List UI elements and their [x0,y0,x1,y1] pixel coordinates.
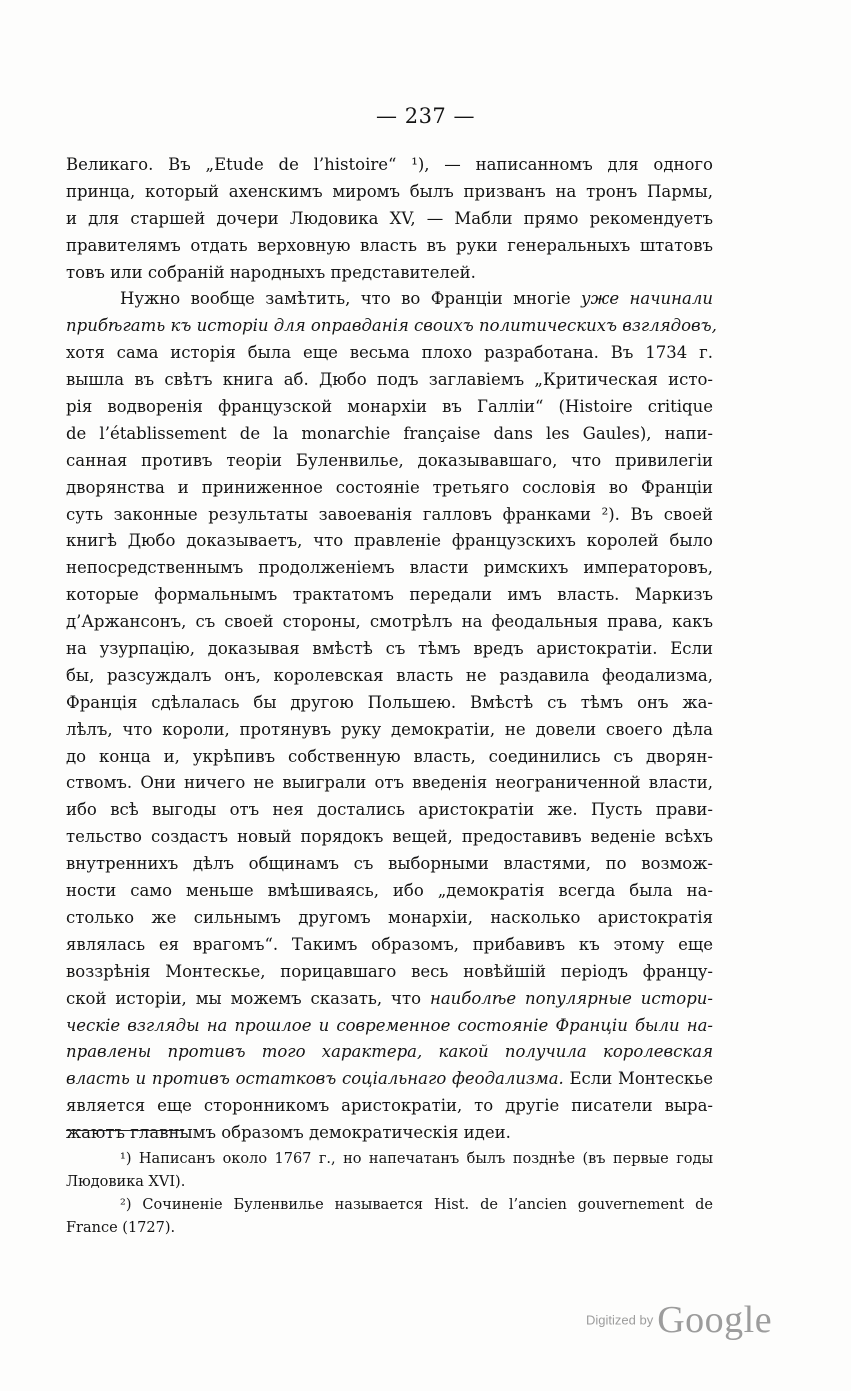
text-segment: ской исторіи, мы можемъ сказать, что [66,988,430,1008]
text-segment: суть законные результаты завоеванія галловъ франками ²). Въ своей [66,504,713,524]
text-segment: дворянства и приниженное состояніе третьяго сословія во Франціи [66,477,713,497]
text-line [66,367,713,394]
text-segment: книгѣ Дюбо доказываетъ, что правленіе французскихъ королей было [66,531,713,551]
text-line [66,1066,713,1093]
text-segment: столько же сильнымъ другомъ монархіи, насколько аристократія [66,907,713,927]
text-line [66,152,713,179]
italic-text-segment: правлены противъ того характера, какой получила королевская [66,1042,713,1062]
text-line [66,1093,713,1120]
text-segment: жаютъ главнымъ образомъ демократическія идеи. [66,1123,511,1143]
text-segment: хотя сама исторія была еще весьма плохо разработана. Въ 1734 г. [66,343,713,363]
text-segment: на узурпацію, доказывая вмѣстѣ съ тѣмъ вредъ аристократіи. Если [66,639,713,659]
text-line [66,905,713,932]
text-segment: принца, который ахенскимъ миромъ былъ призванъ на тронъ Пармы, [66,181,713,201]
text-line [66,206,713,233]
text-line [66,1013,713,1040]
text-line [66,528,713,555]
text-segment: ствомъ. Они ничего не выиграли отъ введенія неограниченной власти, [66,773,713,793]
text-line [66,260,713,287]
text-segment: воззрѣнія Монтескье, порицавшаго весь новѣйшій періодъ францу- [66,961,713,981]
text-line [66,770,713,797]
text-line [66,878,713,905]
text-line [66,717,713,744]
text-segment: непосредственнымъ продолженіемъ власти римскихъ императоровъ, [66,558,713,578]
italic-text-segment: уже начинали [581,289,713,309]
text-segment: лѣлъ, что короли, протянувъ руку демократіи, не довели своего дѣла [66,719,713,739]
footnote-line: Людовика XVI). [66,1174,186,1190]
text-segment: тельство создастъ новый порядокъ вещей, предоставивъ веденіе всѣхъ [66,827,713,847]
text-line [66,448,713,475]
text-line [66,609,713,636]
text-line [66,744,713,771]
text-segment: рія водворенія французской монархіи въ Галліи“ (Histoire critique [66,397,713,417]
italic-text-segment: наиболѣе популярные истори- [429,988,713,1008]
text-line [66,636,713,663]
text-line [66,690,713,717]
text-line [66,851,713,878]
text-segment: Франція сдѣлалась бы другою Польшею. Вмѣстѣ съ тѣмъ онъ жа- [66,692,713,712]
text-segment: которые формальнымъ трактатомъ передали имъ власть. Маркизъ [66,585,713,605]
footnote-line: ¹) Написанъ около 1767 г., но напечатанъ былъ позднѣе (въ первые годы [120,1151,713,1167]
footnotes [66,1148,713,1240]
italic-text-segment: власть и противъ остатковъ соціальнаго феодализма. [66,1069,564,1089]
footnote-line: ²) Сочиненіе Буленвилье называется Hist. de l’ancien gouvernement de [120,1197,713,1213]
text-line [66,959,713,986]
text-line [66,932,713,959]
text-segment: вышла въ свѣтъ книга аб. Дюбо подъ заглавіемъ „Критическая исто- [66,370,713,390]
watermark-prefix: Digitized by [586,1312,654,1328]
text-segment: д’Аржансонъ, съ своей стороны, смотрѣлъ на феодальныя права, какъ [66,612,713,632]
text-segment: Великаго. Въ „Etude de l’histoire“ ¹), — написанномъ для одного [66,155,713,174]
text-segment: внутреннихъ дѣлъ общинамъ съ выборными властями, по возмож- [66,854,713,874]
text-segment: санная противъ теоріи Буленвилье, доказывавшаго, что привилегіи [66,450,713,470]
body-text [66,152,717,1147]
text-line [66,797,713,824]
text-segment: бы, разсуждалъ онъ, королевская власть не раздавила феодализма, [66,665,713,685]
text-line [66,421,713,448]
text-line [66,475,713,502]
italic-text-segment: ческіе взгляды на прошлое и современное состояніе Франціи были на- [66,1015,713,1035]
text-segment: Если Монтескье [563,1069,713,1089]
text-line [66,313,717,340]
text-line [66,824,713,851]
text-line [66,286,713,313]
text-line [66,582,713,609]
text-line [66,179,713,206]
digitized-by-google-watermark [586,1298,772,1342]
text-segment: ибо всѣ выгоды отъ нея достались аристократіи же. Пусть прави- [66,800,713,820]
text-line [66,502,713,529]
text-line [66,555,713,582]
page-number: — 237 — [376,104,475,128]
text-line [66,340,713,367]
watermark-brand: Google [657,1299,773,1341]
text-segment: de l’établissement de la monarchie française dans les Gaules), напи- [66,423,713,443]
footnote-divider [66,1130,184,1131]
text-segment: является еще сторонникомъ аристократіи, то другіе писатели выра- [66,1096,713,1116]
italic-text-segment: прибѣгать къ исторіи для оправданія своихъ политическихъ взглядовъ, [66,316,717,336]
text-segment: и для старшей дочери Людовика XV, — Мабли прямо рекомендуетъ [66,208,713,228]
text-segment: ности само меньше вмѣшиваясь, ибо „демократія всегда была на- [66,881,713,901]
text-line [66,986,713,1013]
text-segment: правителямъ отдать верховную власть въ руки генеральныхъ штатовъ [66,235,713,255]
text-line [66,1039,713,1066]
text-line [66,394,713,421]
text-segment: до конца и, укрѣпивъ собственную власть, соединились съ дворян- [66,746,713,766]
text-line [66,663,713,690]
text-segment: товъ или собраній народныхъ представителей. [66,262,476,282]
footnote-line: France (1727). [66,1220,176,1236]
text-line [66,233,713,260]
text-segment: Нужно вообще замѣтить, что во Франціи многіе [120,289,582,309]
text-segment: являлась ея врагомъ“. Такимъ образомъ, прибавивъ къ этому еще [66,934,713,954]
text-line [66,1120,713,1147]
